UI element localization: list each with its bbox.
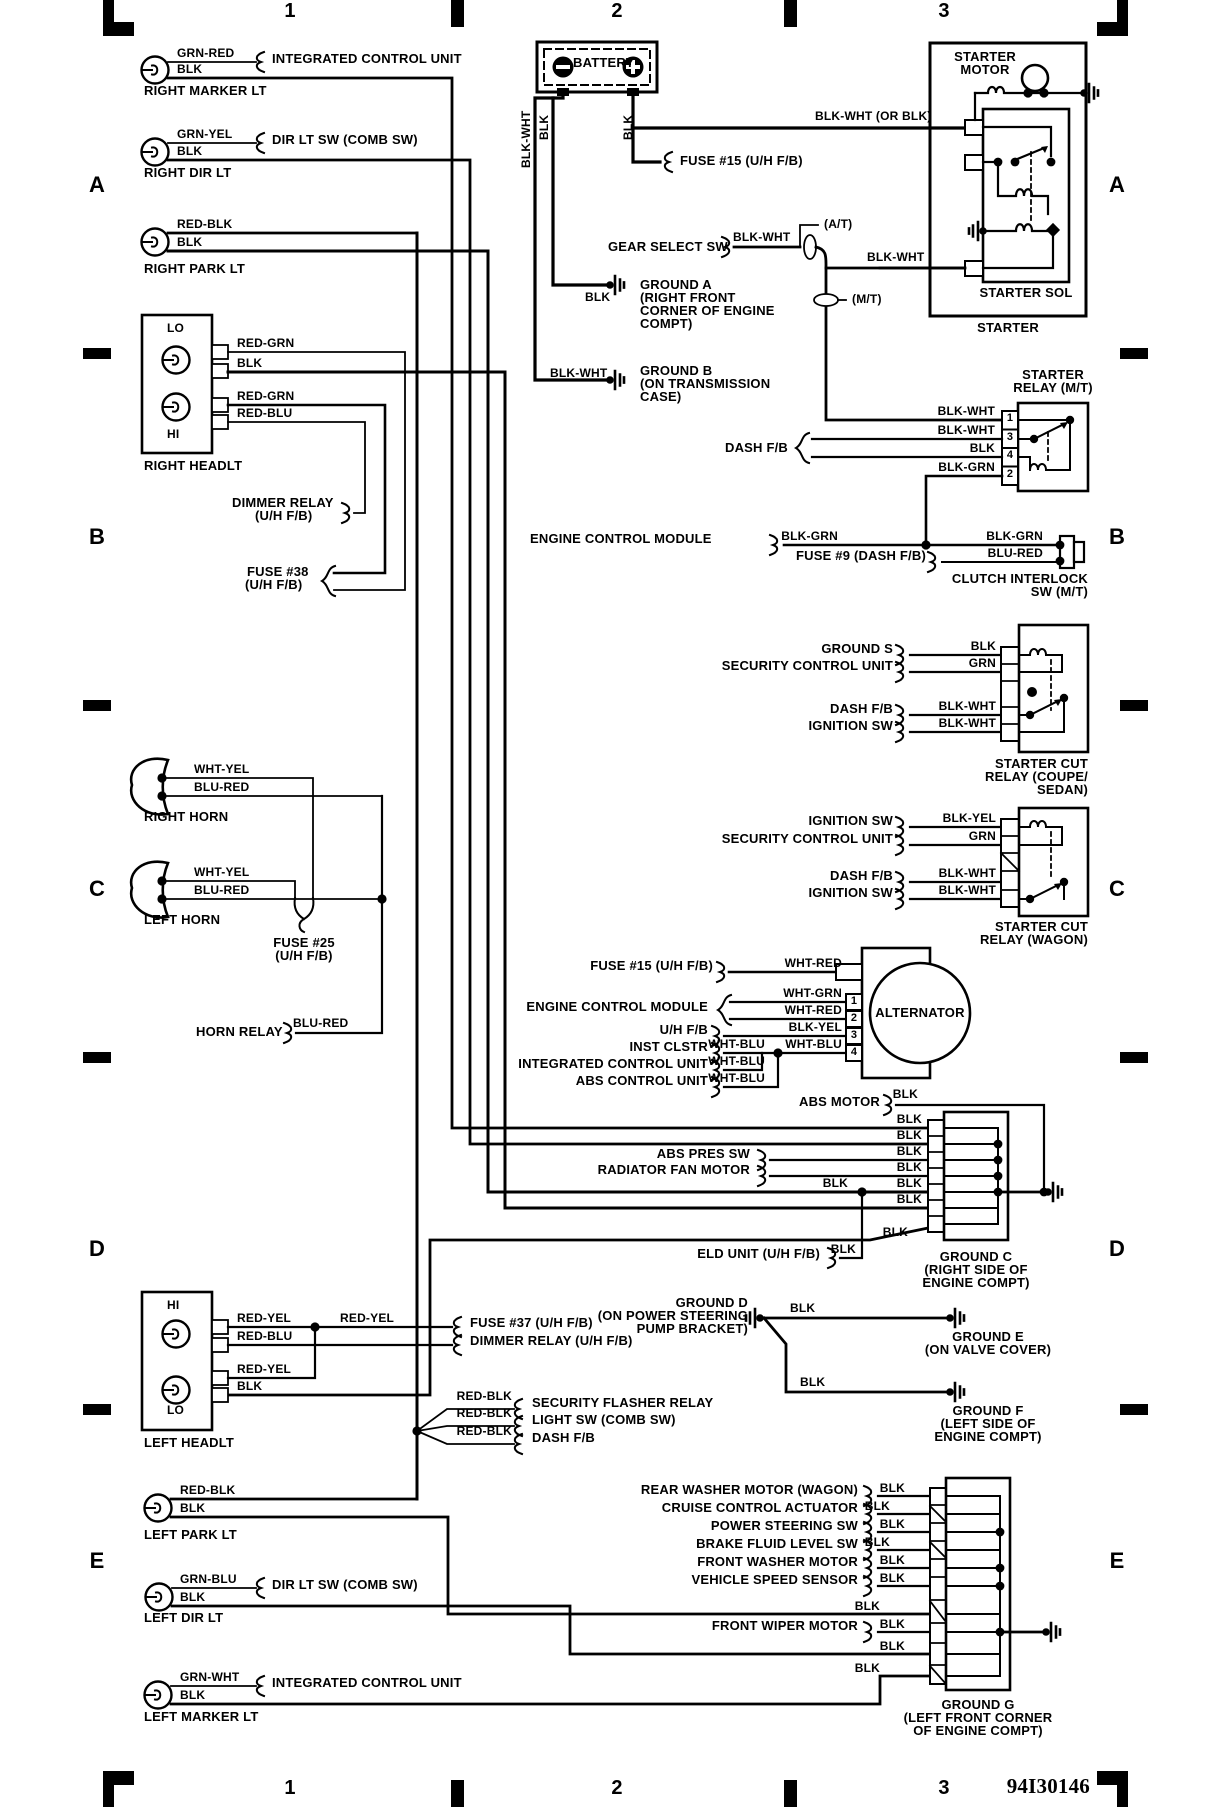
component-label: (U/H F/B) (245, 577, 303, 592)
component-label: LIGHT SW (COMB SW) (532, 1412, 676, 1427)
wire-color-label: RED-BLK (177, 217, 233, 231)
wire-color-label: RED-BLK (180, 1483, 236, 1497)
component-label: IGNITION SW (808, 718, 893, 733)
grid-ref: C (1108, 876, 1126, 901)
wire-color-label: RED-BLK (456, 1406, 512, 1420)
wire-color-label: (A/T) (824, 217, 853, 231)
wire-color-label: BLK (879, 1553, 905, 1567)
component-label: RELAY (M/T) (1013, 380, 1093, 395)
component-label: FUSE #38 (247, 564, 309, 579)
ground-label: CORNER OF ENGINE (640, 303, 775, 318)
pin-number: 2 (1006, 468, 1014, 480)
wire-color-label: BLK (830, 1242, 856, 1256)
wire-color-label: (M/T) (852, 292, 882, 306)
wire-color-label: WHT-RED (784, 1003, 842, 1017)
ground-label: (ON VALVE COVER) (924, 1342, 1052, 1357)
grid-ref: A (1108, 172, 1126, 197)
component-label: LO (167, 1403, 185, 1417)
component-label: RIGHT PARK LT (144, 261, 246, 276)
wire-color-label: BLK (177, 62, 203, 76)
grid-ref: C (88, 876, 106, 901)
component-label: RELAY (WAGON) (979, 932, 1088, 947)
ground-label: CASE) (640, 389, 682, 404)
wire-color-label: RED-BLK (456, 1424, 512, 1438)
wire-color-label: RED-YEL (340, 1311, 395, 1325)
component-label: SW (M/T) (1030, 584, 1088, 599)
grid-ref: B (88, 524, 106, 549)
wire-color-label: BLU-RED (293, 1016, 349, 1030)
pin-number: 4 (850, 1046, 858, 1058)
wire-color-label: RED-BLU (237, 406, 293, 420)
component-label: RIGHT HEADLT (144, 458, 243, 473)
component-label: RELAY (COUPE/ (984, 769, 1088, 784)
component-label: POWER STEERING SW (710, 1518, 858, 1533)
wire-color-label: BLK (879, 1481, 905, 1495)
wire-color-label: BLK-GRN (781, 529, 838, 543)
wire-color-label: BLK (790, 1301, 816, 1315)
wire-color-label: BLK-WHT (550, 366, 608, 380)
ground-label: (RIGHT SIDE OF (924, 1262, 1028, 1277)
component-label: MOTOR (960, 62, 1010, 77)
component-label: DASH F/B (830, 868, 893, 883)
component-label: IGNITION SW (808, 885, 893, 900)
component-label: SEDAN) (1036, 782, 1088, 797)
wire-color-label: GRN (968, 656, 996, 670)
component-label: INTEGRATED CONTROL UNIT (518, 1056, 708, 1071)
component-label: STARTER SOL (979, 285, 1073, 300)
component-label: ENGINE CONTROL MODULE (526, 999, 708, 1014)
ground-label: (LEFT FRONT CORNER (903, 1710, 1053, 1725)
wire-color-label: BLK (822, 1176, 848, 1190)
wire-color-label: BLK-YEL (942, 811, 996, 825)
wire-color-label: BLU-RED (194, 883, 250, 897)
wire-color-label: BLK (177, 235, 203, 249)
ground-label: (ON TRANSMISSION (640, 376, 771, 391)
wire-color-label: BLK (180, 1501, 206, 1515)
grid-ref: 1 (284, 1777, 296, 1799)
component-label: BRAKE FLUID LEVEL SW (696, 1536, 858, 1551)
component-label: STARTER CUT (995, 756, 1088, 771)
grid-ref: 3 (938, 1777, 950, 1799)
component-label: ENGINE CONTROL MODULE (530, 531, 712, 546)
wire-color-label: BLK-WHT (867, 250, 925, 264)
ground-label: ENGINE COMPT) (922, 1275, 1030, 1290)
wire-color-label: GRN-RED (177, 46, 235, 60)
component-label: SECURITY CONTROL UNIT (721, 658, 893, 673)
component-label: RADIATOR FAN MOTOR (597, 1162, 750, 1177)
wire-color-label: GRN (968, 829, 996, 843)
component-label: FUSE #37 (U/H F/B) (470, 1315, 593, 1330)
wire-color-label: WHT-GRN (783, 986, 842, 1000)
wire-color-label: BLK (879, 1571, 905, 1585)
component-label: RIGHT DIR LT (144, 165, 232, 180)
wire-color-label: BLK (896, 1176, 922, 1190)
pin-number: 2 (850, 1012, 858, 1024)
component-label: CLUTCH INTERLOCK (951, 571, 1088, 586)
wire-color-label: RED-GRN (237, 336, 295, 350)
component-label: STARTER (954, 49, 1016, 64)
grid-ref: 2 (611, 1777, 623, 1799)
wire-color-label: GRN-BLU (180, 1572, 237, 1586)
wire-color-label: BLK (879, 1617, 905, 1631)
component-label: ELD UNIT (U/H F/B) (697, 1246, 820, 1261)
component-label: LEFT PARK LT (144, 1527, 237, 1542)
component-label: IGNITION SW (808, 813, 893, 828)
wire-color-label: BLK (585, 290, 611, 304)
wire-color-label: BLK (896, 1112, 922, 1126)
component-label: DIR LT SW (COMB SW) (272, 1577, 418, 1592)
component-label: STARTER (977, 320, 1039, 335)
component-label: HORN RELAY (196, 1024, 283, 1039)
wire-color-label: BLK-WHT (733, 230, 791, 244)
grid-ref: 3 (938, 0, 950, 22)
wire-color-label: WHT-BLU (708, 1054, 765, 1068)
grid-ref: B (1108, 524, 1126, 549)
component-label: HI (167, 1298, 180, 1312)
document-code: 94I30146 (1006, 1774, 1090, 1798)
ground-label: PUMP BRACKET) (636, 1321, 748, 1336)
component-label: FRONT WIPER MOTOR (711, 1618, 858, 1633)
wire-color-label: BLK-WHT (519, 110, 533, 168)
ground-label: GROUND C (939, 1249, 1013, 1264)
wire-color-label: BLK (896, 1144, 922, 1158)
wire-color-label: BLK (237, 356, 263, 370)
grid-ref: 1 (284, 0, 296, 22)
component-label: DIMMER RELAY (232, 495, 334, 510)
ground-label: GROUND B (640, 363, 713, 378)
component-label: DASH F/B (532, 1430, 595, 1445)
wire-color-label: BLK (177, 144, 203, 158)
component-label: INTEGRATED CONTROL UNIT (272, 1675, 462, 1690)
ground-label: GROUND G (941, 1697, 1015, 1712)
component-label: GROUND S (821, 641, 893, 656)
component-label: STARTER (1022, 367, 1084, 382)
ground-label: GROUND A (640, 277, 712, 292)
ground-label: OF ENGINE COMPT) (913, 1723, 1043, 1738)
component-label: RIGHT HORN (144, 809, 229, 824)
wire-color-label: WHT-YEL (194, 865, 250, 879)
grid-ref: D (88, 1236, 106, 1261)
wire-color-label: GRN-WHT (180, 1670, 240, 1684)
component-label: DASH F/B (830, 701, 893, 716)
wire-color-label: BLK-WHT (937, 404, 995, 418)
component-label: DIR LT SW (COMB SW) (272, 132, 418, 147)
wire-color-label: WHT-YEL (194, 762, 250, 776)
component-label: INST CLSTR (629, 1039, 708, 1054)
wire-color-label: BLK (864, 1499, 890, 1513)
wire-color-label: BLK (180, 1590, 206, 1604)
wire-color-label: BLU-RED (987, 546, 1043, 560)
wire-color-label: BLK-WHT (938, 883, 996, 897)
wire-color-label: WHT-BLU (708, 1071, 765, 1085)
grid-ref: D (1108, 1236, 1126, 1261)
grid-ref: 2 (611, 0, 623, 22)
pin-number: 1 (1006, 412, 1014, 424)
ground-label: GROUND E (952, 1329, 1024, 1344)
wire-color-label: BLU-RED (194, 780, 250, 794)
component-label: BATTERY (573, 55, 635, 70)
grid-ref: A (88, 172, 106, 197)
component-label: INTEGRATED CONTROL UNIT (272, 51, 462, 66)
wire-color-label: GRN-YEL (177, 127, 233, 141)
wire-color-label: RED-YEL (237, 1362, 292, 1376)
component-label: LEFT HORN (144, 912, 221, 927)
component-label: HI (167, 427, 180, 441)
wire-color-label: BLK (879, 1517, 905, 1531)
component-label: CRUISE CONTROL ACTUATOR (661, 1500, 858, 1515)
component-label: GEAR SELECT SW (608, 239, 728, 254)
pin-number: 1 (850, 995, 858, 1007)
ground-label: GROUND F (952, 1403, 1024, 1418)
component-label: STARTER CUT (995, 919, 1088, 934)
wire-color-label: RED-BLU (237, 1329, 293, 1343)
ground-label: (LEFT SIDE OF (940, 1416, 1036, 1431)
component-label: U/H F/B (659, 1022, 708, 1037)
component-label: SECURITY FLASHER RELAY (532, 1395, 714, 1410)
ground-label: GROUND D (675, 1295, 748, 1310)
wire-color-label: BLK-YEL (788, 1020, 842, 1034)
wire-color-label: BLK (800, 1375, 826, 1389)
component-label: LEFT DIR LT (144, 1610, 224, 1625)
pin-number: 4 (1006, 449, 1014, 461)
component-label: (U/H F/B) (275, 948, 333, 963)
wire-color-label: BLK (882, 1225, 908, 1239)
component-label: FUSE #25 (273, 935, 335, 950)
grid-ref: E (1109, 1548, 1125, 1573)
component-label: FUSE #15 (U/H F/B) (590, 958, 713, 973)
grid-ref: E (89, 1548, 105, 1573)
wire-color-label: RED-YEL (237, 1311, 292, 1325)
wire-color-label: BLK (854, 1599, 880, 1613)
wire-color-label: BLK (854, 1661, 880, 1675)
ground-label: ENGINE COMPT) (934, 1429, 1042, 1444)
wire-color-label: BLK (892, 1087, 918, 1101)
wire-color-label: BLK (237, 1379, 263, 1393)
component-label: FRONT WASHER MOTOR (697, 1554, 858, 1569)
wire-color-label: BLK (970, 639, 996, 653)
ground-label: (RIGHT FRONT (640, 290, 736, 305)
component-label: ABS PRES SW (656, 1146, 750, 1161)
wire-color-label: BLK-WHT (938, 699, 996, 713)
ground-label: (ON POWER STEERING (597, 1308, 748, 1323)
component-label: VEHICLE SPEED SENSOR (691, 1572, 858, 1587)
component-label: RIGHT MARKER LT (144, 83, 267, 98)
component-label: (U/H F/B) (255, 508, 313, 523)
wire-color-label: BLK (896, 1160, 922, 1174)
wire-color-label: BLK (896, 1128, 922, 1142)
ground-label: COMPT) (640, 316, 693, 331)
wire-color-label: BLK-GRN (938, 460, 995, 474)
wire-color-label: WHT-BLU (785, 1037, 842, 1051)
pin-number: 3 (850, 1029, 858, 1041)
wire-color-label: RED-GRN (237, 389, 295, 403)
wire-color-label: BLK-WHT (937, 423, 995, 437)
wire-color-label: WHT-BLU (708, 1037, 765, 1051)
wire-color-label: BLK (879, 1639, 905, 1653)
component-label: DASH F/B (725, 440, 788, 455)
component-label: DIMMER RELAY (U/H F/B) (470, 1333, 633, 1348)
component-label: REAR WASHER MOTOR (WAGON) (640, 1482, 858, 1497)
wire-color-label: BLK (537, 114, 551, 140)
component-label: LEFT HEADLT (144, 1435, 235, 1450)
wire-color-label: BLK (896, 1192, 922, 1206)
wire-color-label: BLK-WHT (OR BLK) (815, 109, 932, 123)
component-label: ABS MOTOR (798, 1094, 880, 1109)
pin-number: 3 (1006, 431, 1014, 443)
component-label: FUSE #9 (DASH F/B) (795, 548, 926, 563)
wire-color-label: RED-BLK (456, 1389, 512, 1403)
wire-color-label: BLK-WHT (938, 716, 996, 730)
component-label: FUSE #15 (U/H F/B) (680, 153, 803, 168)
component-label: LEFT MARKER LT (144, 1709, 259, 1724)
component-label: LO (167, 321, 185, 335)
wire-color-label: BLK (180, 1688, 206, 1702)
component-label: SECURITY CONTROL UNIT (721, 831, 893, 846)
wire-color-label: BLK (864, 1535, 890, 1549)
wire-color-label: BLK-WHT (938, 866, 996, 880)
wire-color-label: WHT-RED (784, 956, 842, 970)
component-label: ABS CONTROL UNIT (575, 1073, 708, 1088)
wire-color-label: BLK (969, 441, 995, 455)
wire-color-label: BLK (621, 114, 635, 140)
wire-color-label: BLK-GRN (986, 529, 1043, 543)
component-label: ALTERNATOR (875, 1005, 965, 1020)
